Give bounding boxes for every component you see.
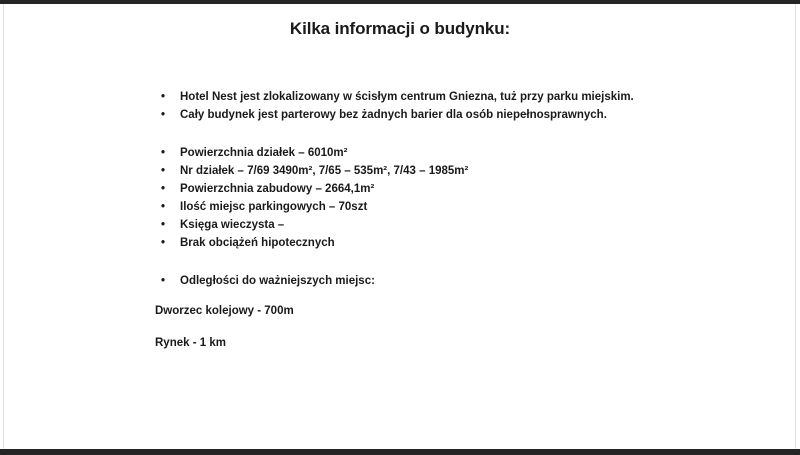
- bullet-icon: •: [161, 91, 166, 103]
- list-item: [155, 180, 755, 198]
- bullet-icon: •: [161, 201, 166, 213]
- bullet-icon: •: [161, 147, 166, 159]
- top-edge-bar: [0, 0, 800, 4]
- list-item: [155, 144, 755, 162]
- list-item-label: Powierzchnia działek – 6010m²: [180, 147, 348, 159]
- bullet-group-location-and-accessibility: [155, 88, 755, 124]
- list-item-label: Księga wieczysta –: [180, 219, 285, 231]
- list-item-label: Nr działek – 7/69 3490m², 7/65 – 535m², 7/43 – 1985m²: [180, 165, 469, 177]
- left-edge-rule: [3, 4, 4, 449]
- bullet-icon: •: [161, 219, 166, 231]
- list-item-label: Odległości do ważniejszych miejsc:: [180, 275, 375, 287]
- bullet-icon: •: [161, 183, 166, 195]
- list-item: [155, 216, 755, 234]
- bullet-group-property-details: [155, 144, 755, 252]
- distance-line-train-station: Dworzec kolejowy - 700m: [155, 305, 294, 317]
- bullet-icon: •: [161, 109, 166, 121]
- list-item-label: Powierzchnia zabudowy – 2664,1m²: [180, 183, 375, 195]
- list-item: [155, 234, 755, 252]
- page-title: Kilka informacji o budynku:: [289, 19, 511, 38]
- bullet-group-distances-heading: [155, 272, 755, 290]
- slide-content: [155, 88, 755, 352]
- list-item-label: Ilość miejsc parkingowych – 70szt: [180, 201, 368, 213]
- list-item-label: Hotel Nest jest zlokalizowany w ścisłym centrum Gniezna, tuż przy parku miejskim.: [180, 91, 634, 103]
- distance-line-market-square: Rynek - 1 km: [155, 337, 226, 349]
- list-item: [155, 88, 755, 106]
- list-item-label: Brak obciążeń hipotecznych: [180, 237, 335, 249]
- list-item-label: Cały budynek jest parterowy bez żadnych barier dla osób niepełnosprawnych.: [180, 109, 607, 121]
- list-item: [155, 106, 755, 124]
- bottom-edge-bar: [0, 449, 800, 455]
- bullet-icon: •: [161, 275, 166, 287]
- list-item: [155, 162, 755, 180]
- right-edge-rule: [795, 4, 796, 449]
- bullet-icon: •: [161, 237, 166, 249]
- list-item: [155, 272, 755, 290]
- bullet-icon: •: [161, 165, 166, 177]
- list-item: [155, 198, 755, 216]
